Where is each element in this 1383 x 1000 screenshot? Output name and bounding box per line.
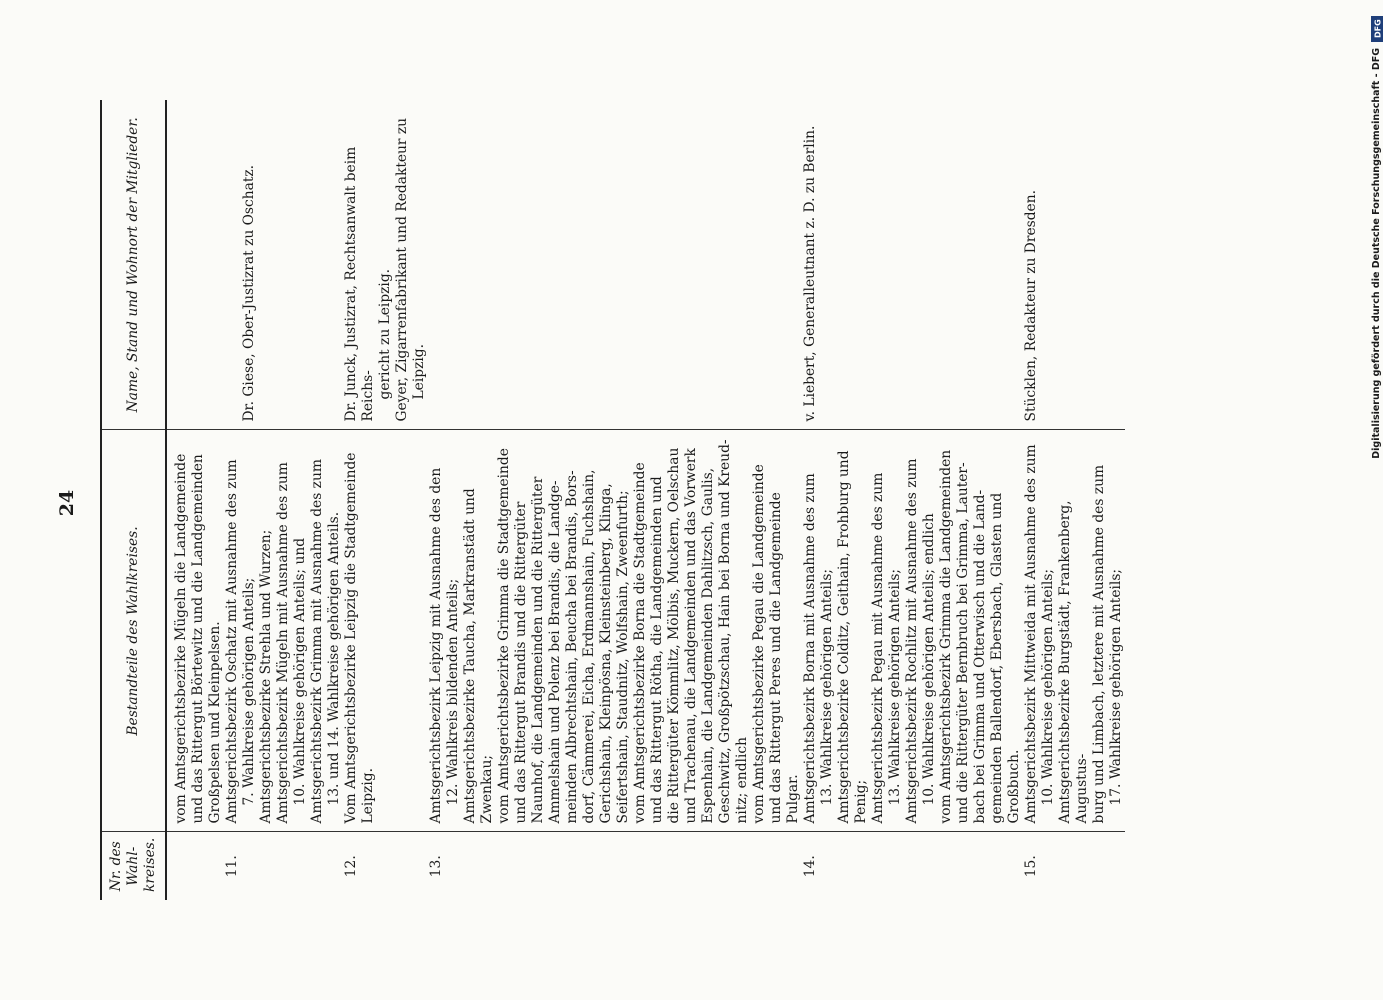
constituency-parts bbox=[802, 430, 1023, 832]
member-line: gericht zu Leipzig. bbox=[377, 268, 393, 400]
member-line: v. Liebert, Generalleutnant z. D. zu Berlin. bbox=[802, 125, 818, 422]
header-members: Name, Stand und Wohnort der Mitglieder. bbox=[101, 100, 166, 430]
parts-line: dorf, Cämmerei, Eicha, Erdmannshain, Fuchshain, bbox=[581, 469, 597, 824]
parts-line: 13. Wahlkreise gehörigen Anteils; bbox=[819, 568, 835, 806]
parts-line: Amtsgerichtsbezirke Burgstädt, Frankenberg, Augustus- bbox=[1057, 500, 1090, 824]
parts-line: die Rittergüter Kömmlitz, Mölbis, Muckern, Oelschau bbox=[666, 447, 682, 824]
constituency-parts bbox=[428, 430, 802, 832]
table-row bbox=[224, 100, 343, 900]
parts-line: Vom Amtsgerichtsbezirke Leipzig die Stadtgemeinde bbox=[343, 452, 359, 824]
parts-line: 13. und 14. Wahlkreise gehörigen Anteils. bbox=[326, 511, 342, 806]
parts-line: und das Rittergut Peres und die Landgemeinde bbox=[768, 492, 784, 824]
parts-line: Amtsgerichtsbezirk Grimma mit Ausnahme des zum bbox=[309, 459, 325, 824]
parts-line: Penig; bbox=[853, 779, 869, 824]
parts-line: Amtsgerichtsbezirke Colditz, Geithain, Frohburg und bbox=[836, 450, 852, 824]
parts-line: Amtsgerichtsbezirk Borna mit Ausnahme des zum bbox=[802, 473, 818, 824]
constituency-number: 11. bbox=[224, 832, 343, 900]
parts-line: Espenhain, die Landgemeinden Dahlitzsch, Gaulis, bbox=[700, 467, 716, 824]
parts-line: Seifertshain, Staudnitz, Wolfshain, Zweenfurth; bbox=[615, 490, 631, 824]
parts-line: und das Rittergut Rötha, die Landgemeinden und bbox=[649, 476, 665, 824]
parts-line: 10. Wahlkreise gehörigen Anteils; bbox=[1040, 568, 1056, 806]
constituency-number: 14. bbox=[802, 832, 1023, 900]
table-body bbox=[166, 100, 1125, 900]
parts-line: vom Amtsgerichtsbezirk Grimma die Landgemeinden bbox=[938, 449, 954, 824]
constituency-parts bbox=[166, 430, 224, 832]
constituency-number: 15. bbox=[1023, 832, 1125, 900]
parts-line: Amtsgerichtsbezirk Pegau mit Ausnahme des zum bbox=[870, 472, 886, 824]
parts-line: und Trachenau, die Landgemeinden und das Vorwerk bbox=[683, 448, 699, 824]
parts-line: bach bei Grimma und Otterwisch und die Land- bbox=[972, 489, 988, 824]
constituency-table-wrapper bbox=[100, 100, 1280, 900]
dfg-logo: DFG bbox=[1371, 16, 1383, 42]
table-header-row bbox=[101, 100, 166, 900]
constituency-members bbox=[428, 100, 802, 430]
parts-line: Amtsgerichtsbezirk Leipzig mit Ausnahme des den bbox=[428, 467, 444, 824]
constituency-members bbox=[224, 100, 343, 430]
page-number: 24 bbox=[56, 489, 78, 517]
parts-line: Amtsgerichtsbezirk Mügeln mit Ausnahme des zum bbox=[275, 462, 291, 824]
member-line: Geyer, Zigarrenfabrikant und Redakteur zu bbox=[394, 117, 410, 422]
parts-line: 12. Wahlkreis bildenden Anteils; bbox=[445, 578, 461, 806]
constituency-members bbox=[343, 100, 428, 430]
parts-line: meinden Albrechtshain, Beucha bei Brandis, Bors- bbox=[564, 470, 580, 824]
constituency-number bbox=[166, 832, 224, 900]
member-line: Dr. Junck, Justizrat, Rechtsanwalt beim Reichs- bbox=[343, 146, 376, 422]
parts-line: vom Amtsgerichtsbezirke Pegau die Landgemeinde bbox=[751, 464, 767, 824]
parts-line: Amtsgerichtsbezirke Strehla und Wurzen; bbox=[258, 529, 274, 824]
parts-line: Ammelshain und Polenz bei Brandis, die Landge- bbox=[547, 480, 563, 824]
parts-line: und die Rittergüter Bernbruch bei Grimma, Lauter- bbox=[955, 462, 971, 824]
header-parts: Bestandteile des Wahlkreises. bbox=[101, 430, 166, 832]
dfg-credit bbox=[1371, 10, 1383, 990]
parts-line: nitz; endlich bbox=[734, 737, 750, 824]
parts-line: Gerichshain, Kleinpösna, Kleinsteinberg, Klinga, bbox=[598, 483, 614, 824]
header-nr: Nr. des Wahl-kreises. bbox=[101, 832, 166, 900]
parts-line: 7. Wahlkreise gehörigen Anteils; bbox=[241, 577, 257, 806]
parts-line: Naunhof, die Landgemeinden und die Rittergüter bbox=[530, 476, 546, 824]
constituency-parts bbox=[1023, 430, 1125, 832]
constituency-number: 13. bbox=[428, 832, 802, 900]
parts-line: vom Amtsgerichtsbezirke Grimma die Stadtgemeinde bbox=[496, 448, 512, 824]
parts-line: 10. Wahlkreise gehörigen Anteils; und bbox=[292, 537, 308, 806]
parts-line: Geschwitz, Großpötzschau, Hain bei Borna und Kreud- bbox=[717, 439, 733, 824]
constituency-members bbox=[802, 100, 1023, 430]
parts-line: burg und Limbach, letztere mit Ausnahme des zum bbox=[1091, 464, 1107, 824]
parts-line: 10. Wahlkreise gehörigen Anteils; endlich bbox=[921, 513, 937, 806]
parts-line: gemeinden Ballendorf, Ebersbach, Glasten und bbox=[989, 492, 1005, 824]
member-line bbox=[224, 108, 241, 422]
member-line: Stücklen, Redakteur zu Dresden. bbox=[1023, 190, 1039, 422]
parts-line: Amtsgerichtsbezirk Mittweida mit Ausnahme des zum bbox=[1023, 444, 1039, 824]
parts-line: Großpelsen und Kleinpelsen. bbox=[207, 621, 223, 824]
table-row bbox=[1023, 100, 1125, 900]
parts-line: 17. Wahlkreise gehörigen Anteils; bbox=[1108, 568, 1124, 806]
table-row bbox=[343, 100, 428, 900]
parts-line: Großbuch. bbox=[1006, 749, 1022, 824]
parts-line: Amtsgerichtsbezirk Rochlitz mit Ausnahme des zum bbox=[904, 458, 920, 824]
parts-line: und das Rittergut Börtewitz und die Landgemeinden bbox=[190, 454, 206, 824]
parts-line: Amtsgerichtsbezirk Oschatz mit Ausnahme des zum bbox=[224, 459, 240, 824]
parts-line: Pulgar. bbox=[785, 774, 801, 824]
table-row bbox=[428, 100, 802, 900]
constituency-parts bbox=[224, 430, 343, 832]
member-line: Leipzig. bbox=[411, 344, 427, 400]
parts-line: und das Rittergut Brandis und die Rittergüter bbox=[513, 501, 529, 824]
table-row bbox=[166, 100, 224, 900]
constituency-table bbox=[100, 100, 1125, 900]
member-line: Dr. Giese, Ober-Justizrat zu Oschatz. bbox=[241, 164, 257, 422]
constituency-number: 12. bbox=[343, 832, 428, 900]
dfg-credit-text: Digitalisierung gefördert durch die Deutsche Forschungsgemeinschaft - DFG bbox=[1371, 48, 1382, 459]
parts-line: Zwenkau; bbox=[479, 754, 495, 824]
table-row bbox=[802, 100, 1023, 900]
parts-line: vom Amtsgerichtsbezirke Mügeln die Landgemeinde bbox=[173, 453, 189, 824]
constituency-members bbox=[1023, 100, 1125, 430]
parts-line: vom Amtsgerichtsbezirke Borna die Stadtgemeinde bbox=[632, 462, 648, 824]
constituency-members bbox=[166, 100, 224, 430]
parts-line: Leipzig. bbox=[360, 768, 376, 824]
parts-line: 13. Wahlkreise gehörigen Anteils; bbox=[887, 568, 903, 806]
parts-line: Amtsgerichtsbezirke Taucha, Markranstädt und bbox=[462, 488, 478, 824]
constituency-parts bbox=[343, 430, 428, 832]
